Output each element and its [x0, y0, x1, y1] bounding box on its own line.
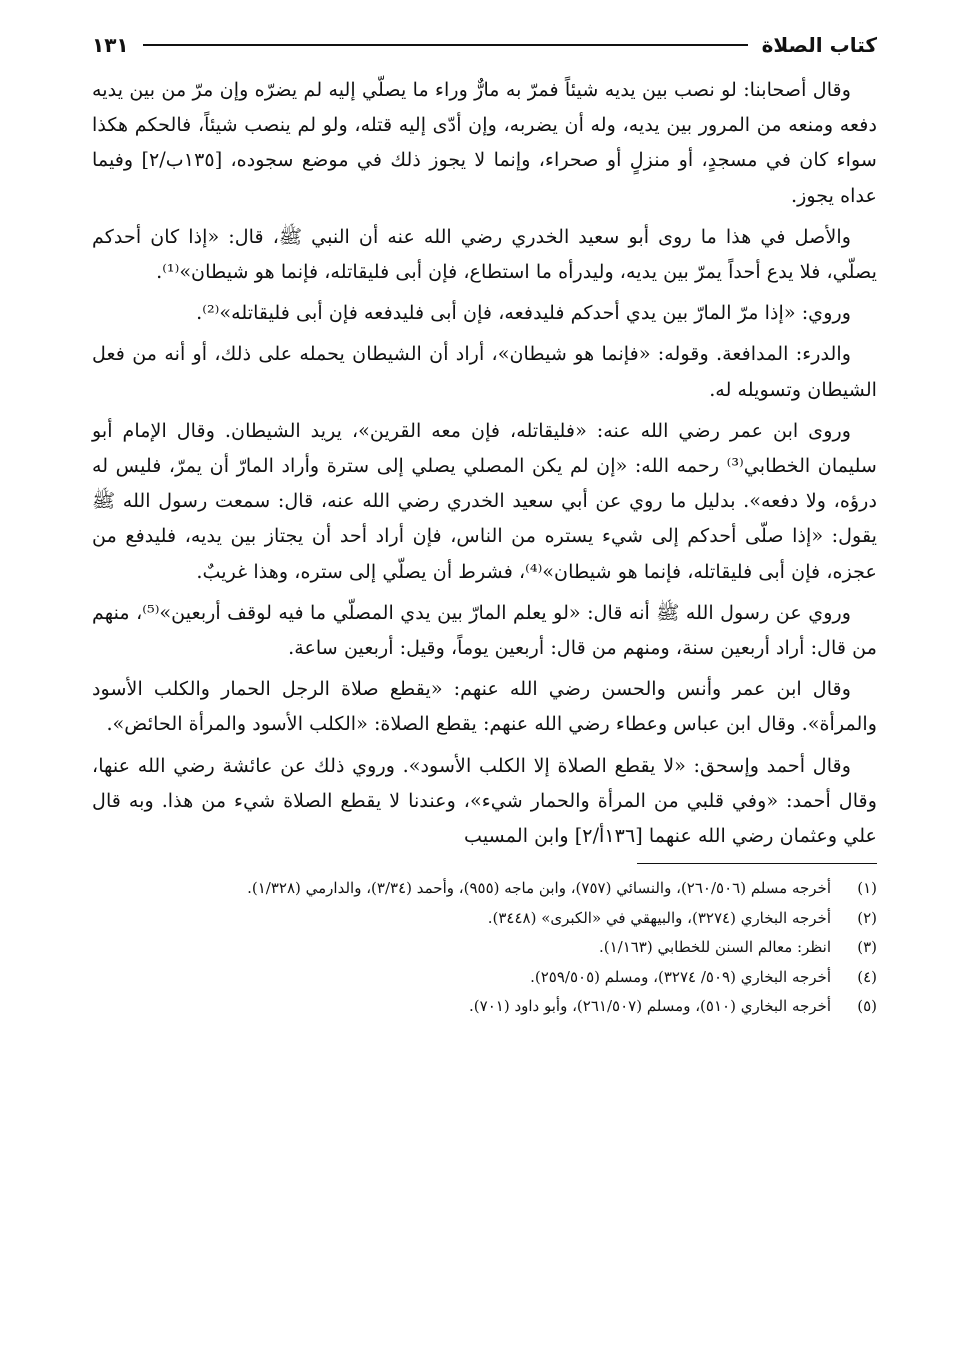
footnote-text: أخرجه البخاري (٥١٠)، ومسلم (٢٦١/٥٠٧)، وأبو داود (٧٠١).: [469, 997, 831, 1016]
footnote-number: (٥): [857, 997, 877, 1016]
paragraph: والأصل في هذا ما روى أبو سعيد الخدري رضي الله عنه أن النبي ﷺ، قال: «إذا كان أحدكم يصلّي، فلا يدع أحداً يمرّ بين يديه، وليدرأه ما استطاع، فإن أبى فليقاتله، فإنما هو شيطان»⁽¹⁾.: [92, 224, 877, 284]
footnote-divider: [637, 863, 877, 864]
footnote-number: (٤): [857, 967, 877, 986]
paragraph: وقال ابن عمر وأنس والحسن رضي الله عنهم: «يقطع صلاة الرجل الحمار والكلب الأسود والمرأة». وقال ابن عباس وعطاء رضي الله عنهم: يقطع الصلاة: «الكلب الأسود والمرأة الحائض».: [92, 677, 877, 736]
paragraph: وروي عن رسول الله ﷺ أنه قال: «لو يعلم المارّ بين يدي المصلّي ما فيه لوقف أربعين»⁽⁵⁾، منهم من قال: أراد أربعين سنة، ومنهم من قال: أربعين يوماً، وقيل: أربعين ساعة.: [92, 600, 877, 660]
footnote-number: (١): [857, 879, 877, 898]
footnote-number: (٢): [857, 908, 877, 927]
book-page: [92, 28, 877, 1348]
paragraph: والدرء: المدافعة. وقوله: «فإنما هو شيطان»، أراد أن الشيطان يحمله على ذلك، أو أنه من فعل الشيطان وتسويله له.: [92, 342, 877, 401]
header-rule: [143, 44, 748, 46]
body-text: [92, 72, 877, 853]
paragraph: وقال أصحابنا: لو نصب بين يديه شيئاً فمرّ به مارٌّ وراء ما يصلّي إليه لم يضرّه وإن مرّ من بين يديه دفعه ومنعه من المرور بين يديه، وله أن يضربه، وإن أدّى إليه قتله، ولو لم ينصب شيئاً، فالحكم هكذا سواء كان في مسجدٍ، أو منزلٍ أو صحراء، وإنما لا يجوز ذلك في موضع سجوده، [١٣٥ب/٢] وفيما عداه يجوز.: [92, 78, 877, 207]
footnote: [92, 906, 877, 932]
footnote-number: (٣): [857, 938, 877, 957]
footnote-text: انظر: معالم السنن للخطابي (١/١٦٣).: [598, 938, 831, 957]
footnote-text: أخرجه مسلم (٢٦٠/٥٠٦)، والنسائي (٧٥٧)، وابن ماجه (٩٥٥)، وأحمد (٣/٣٤)، والدارمي (١/٣٢٨).: [247, 879, 831, 898]
running-header: [92, 28, 877, 62]
chapter-title: كتاب الصلاة: [761, 33, 877, 57]
footnotes: [92, 876, 877, 1020]
footnote-text: أخرجه البخاري (٥٠٩/ ٣٢٧٤)، ومسلم (٢٥٩/٥٠٥).: [530, 967, 831, 986]
footnote: [92, 935, 877, 961]
footnote: [92, 994, 877, 1020]
footnote: [92, 876, 877, 902]
footnote: [92, 965, 877, 991]
paragraph: وقال أحمد وإسحق: «لا يقطع الصلاة إلا الكلب الأسود». وروي ذلك عن عائشة رضي الله عنها، وقال أحمد: «وفي قلبي من المرأة والحمار شيء»، وعندنا لا يقطع الصلاة شيء من هذا. وبه قال علي وعثمان رضي الله عنهما [١٣٦أ/٢] وابن المسيب: [92, 753, 877, 848]
paragraph: وروى ابن عمر رضي الله عنه: «فليقاتله، فإن معه القرين»، يريد الشيطان. وقال الإمام أبو سليمان الخطابي⁽³⁾ رحمه الله: «إن لم يكن المصلي يصلي إلى سترة وأراد المارّ أن يمرّ، فليس له درؤه، ولا دفعه». بدليل ما روي عن أبي سعيد الخدري رضي الله عنه، قال: سمعت رسول الله ﷺ يقول: «إذا صلّى أحدكم إلى شيء يستره من الناس، فإن أراد أحد أن يجتاز بين يديه، فليدفع من عجزه، فإن أبى فليقاتله، فإنما هو شيطان»⁽⁴⁾، فشرط أن يصلّي إلى ستره، وهذا غريبٌ.: [92, 418, 877, 583]
footnote-text: أخرجه البخاري (٣٢٧٤)، والبيهقي في «الكبرى» (٣٤٤٨).: [487, 908, 831, 927]
page-number: ١٣١: [92, 33, 129, 57]
paragraph: وروي: «إذا مرّ المارّ بين يدي أحدكم فليدفعه، فإن أبى فليدفعه فإن أبى فليقاتله»⁽²⁾.: [196, 301, 851, 325]
